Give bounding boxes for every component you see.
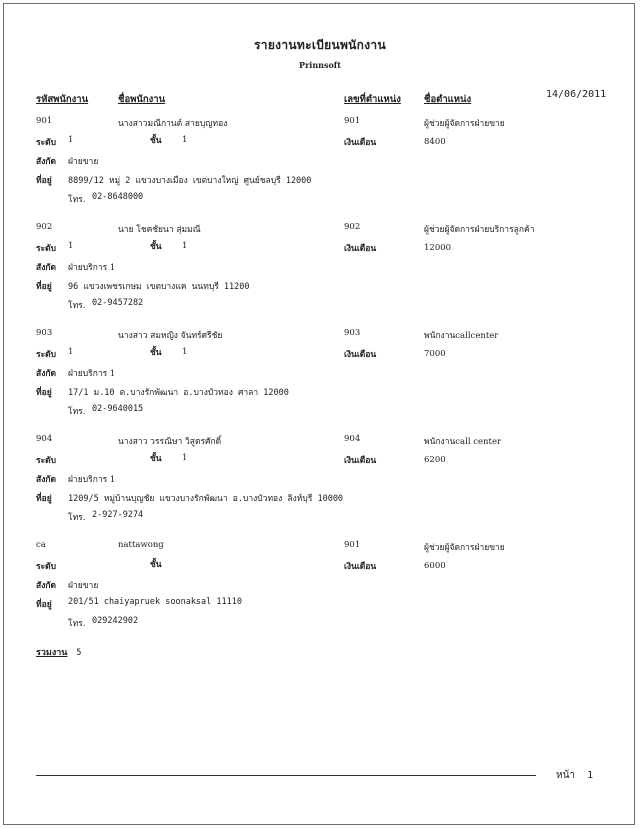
page-indicator: [556, 768, 593, 783]
address-value: 8899/12 หมู่ 2 แขวงบางเมือง เขตบางใหญ่ ศูนย์ชลบุรี 12000: [68, 176, 312, 186]
header-dept-no: เลขที่ตำแหน่ง: [344, 94, 401, 105]
phone-value: 2-927-9274: [92, 510, 144, 520]
level-label: ระดับ: [36, 456, 57, 466]
position-name: พนักงานcall center: [424, 437, 502, 447]
header-position: ชื่อตำแหน่ง: [424, 94, 472, 105]
page-number: 1: [587, 770, 594, 781]
floor-label: ชั้น: [150, 560, 162, 570]
level-label: ระดับ: [36, 350, 57, 360]
salary-label: เงินเดือน: [344, 456, 377, 466]
affiliation-label: สังกัด: [36, 263, 57, 273]
company-name: Prinnsoft: [299, 60, 341, 70]
phone-value: 02-9640015: [92, 404, 144, 414]
floor-value: 1: [182, 241, 188, 251]
affiliation-value: ฝ่ายขาย: [68, 157, 99, 167]
phone-value: 02-9457282: [92, 298, 144, 308]
address-value: 201/51 chaiyapruek soonaksal 11110: [68, 597, 242, 607]
floor-label: ชั้น: [150, 454, 162, 464]
address-value: 1209/5 หมู่บ้านบุญชัย แขวงบางรักพัฒนา อ.บางบัวทอง ลิงห์บุรี 10000: [68, 494, 344, 504]
emp-name: nattawong: [118, 540, 164, 550]
affiliation-value: ฝ่ายบริการ 1: [68, 263, 116, 273]
position-name: ผู้ช่วยผู้จัดการฝ่ายขาย: [424, 119, 505, 129]
position-name: พนักงานcallcenter: [424, 331, 499, 341]
dept-no: 903: [344, 328, 361, 338]
employee-record: [0, 328, 640, 438]
emp-id: 903: [36, 328, 53, 338]
address-label: ที่อยู่: [36, 176, 52, 186]
level-label: ระดับ: [36, 138, 57, 148]
floor-value: 1: [182, 453, 188, 463]
floor-value: 1: [182, 347, 188, 357]
salary-value: 6000: [424, 561, 446, 571]
salary-value: 6200: [424, 455, 446, 465]
affiliation-value: ฝ่ายบริการ 1: [68, 369, 116, 379]
salary-value: 8400: [424, 137, 446, 147]
affiliation-value: ฝ่ายขาย: [68, 581, 99, 591]
emp-name: นาย โชคชัยนา สุ่มมณี: [118, 225, 201, 235]
emp-id: 904: [36, 434, 53, 444]
dept-no: 901: [344, 116, 361, 126]
dept-no: 901: [344, 540, 361, 550]
affiliation-label: สังกัด: [36, 475, 57, 485]
floor-label: ชั้น: [150, 136, 162, 146]
level-value: 1: [68, 135, 74, 145]
total-row: [36, 645, 81, 659]
page-label: หน้า: [556, 770, 576, 781]
dept-no: 904: [344, 434, 361, 444]
affiliation-label: สังกัด: [36, 581, 57, 591]
affiliation-label: สังกัด: [36, 157, 57, 167]
address-label: ที่อยู่: [36, 600, 52, 610]
employee-record: [0, 540, 640, 650]
footer-divider: [36, 775, 536, 776]
dept-no: 902: [344, 222, 361, 232]
floor-value: 1: [182, 135, 188, 145]
affiliation-label: สังกัด: [36, 369, 57, 379]
address-value: 96 แขวงเพชรเกษม เขตบางแค นนทบุรี 11200: [68, 282, 250, 292]
affiliation-value: ฝ่ายบริการ 1: [68, 475, 116, 485]
header-emp-name: ชื่อพนักงาน: [118, 94, 166, 105]
report-title: รายงานทะเบียนพนักงาน: [254, 38, 386, 52]
total-count: 5: [76, 648, 82, 658]
floor-label: ชั้น: [150, 242, 162, 252]
phone-label: โทร.: [68, 619, 86, 629]
level-label: ระดับ: [36, 244, 57, 254]
employee-record: [0, 116, 640, 226]
level-label: ระดับ: [36, 562, 57, 572]
level-value: 1: [68, 241, 74, 251]
phone-value: 029242902: [92, 616, 139, 626]
emp-id: 901: [36, 116, 53, 126]
employee-record: [0, 434, 640, 544]
emp-id: 902: [36, 222, 53, 232]
report-date: 14/06/2011: [546, 89, 607, 100]
emp-name: นางสาว สมหญิง จันทร์ศรีชัย: [118, 331, 223, 341]
level-value: 1: [68, 347, 74, 357]
salary-label: เงินเดือน: [344, 244, 377, 254]
phone-value: 02-8648000: [92, 192, 144, 202]
salary-value: 7000: [424, 349, 446, 359]
emp-id: ca: [36, 540, 46, 550]
employee-record: [0, 222, 640, 332]
salary-label: เงินเดือน: [344, 350, 377, 360]
salary-label: เงินเดือน: [344, 138, 377, 148]
position-name: ผู้ช่วยผู้จัดการฝ่ายขาย: [424, 543, 505, 553]
salary-label: เงินเดือน: [344, 562, 377, 572]
address-value: 17/1 ม.10 ต.บางรักพัฒนา อ.บางบัวทอง ศาลา 12000: [68, 388, 289, 398]
phone-label: โทร.: [68, 195, 86, 205]
emp-name: นางสาว วรรณิษา วิสูตรศักดิ์: [118, 437, 222, 447]
total-label: รวมงาน: [36, 648, 68, 658]
phone-label: โทร.: [68, 407, 86, 417]
floor-label: ชั้น: [150, 348, 162, 358]
position-name: ผู้ช่วยผู้จัดการฝ่ายบริการลูกค้า: [424, 225, 535, 235]
emp-name: นางสาวมณีกานต์ สายบุญทอง: [118, 119, 228, 129]
phone-label: โทร.: [68, 301, 86, 311]
address-label: ที่อยู่: [36, 282, 52, 292]
address-label: ที่อยู่: [36, 494, 52, 504]
address-label: ที่อยู่: [36, 388, 52, 398]
salary-value: 12000: [424, 243, 452, 253]
phone-label: โทร.: [68, 513, 86, 523]
header-emp-id: รหัสพนักงาน: [36, 94, 89, 105]
